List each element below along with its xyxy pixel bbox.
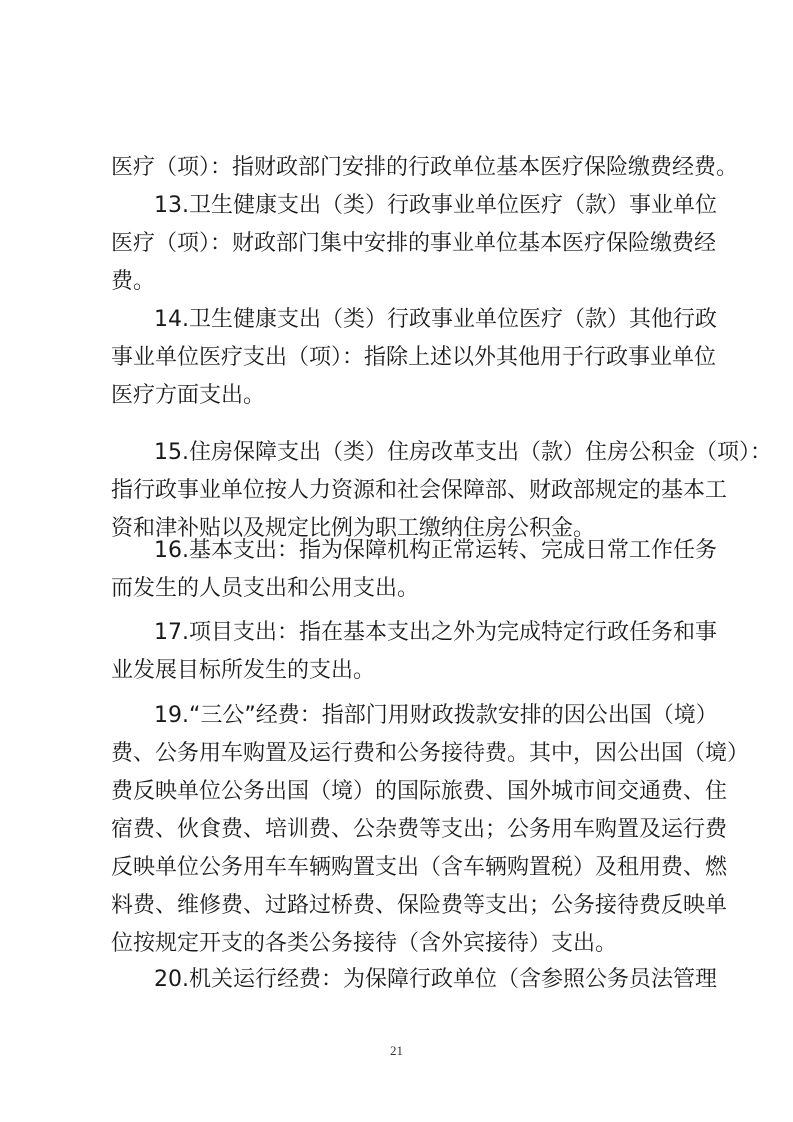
text-line: 20.机关运行经费：为保障行政单位（含参照公务员法管理 — [154, 967, 717, 992]
text-line: 14.卫生健康支出（类）行政事业单位医疗（款）其他行政 — [154, 307, 717, 332]
text-line: 费。 — [111, 269, 156, 294]
page-number: 21 — [390, 1043, 403, 1058]
text-line: 宿费、伙食费、培训费、公杂费等支出；公务用车购置及运行费 — [111, 817, 728, 842]
text-line: 费反映单位公务出国（境）的国际旅费、国外城市间交通费、住 — [111, 779, 728, 804]
text-line: 15.住房保障支出（类）住房改革支出（款）住房公积金（项）： — [154, 440, 772, 465]
text-line: 资和津补贴以及规定比例为职工缴纳住房公积金。 — [111, 516, 596, 541]
text-line: 位按规定开支的各类公务接待（含外宾接待）支出。 — [111, 931, 618, 956]
text-line: 19.“三公”经费：指部门用财政拨款安排的因公出国（境） — [154, 703, 718, 728]
text-line: 16.基本支出：指为保障机构正常运转、完成日常工作任务 — [154, 538, 717, 563]
text-line: 料费、维修费、过路过桥费、保险费等支出；公务接待费反映单 — [111, 893, 728, 918]
text-line: 医疗（项）：财政部门集中安排的事业单位基本医疗保险缴费经 — [111, 231, 717, 256]
text-line: 反映单位公务用车车辆购置支出（含车辆购置税）及租用费、燃 — [111, 855, 728, 880]
text-line: 而发生的人员支出和公用支出。 — [111, 576, 420, 601]
text-line: 费、公务用车购置及运行费和公务接待费。其中，因公出国（境） — [111, 741, 750, 766]
text-line: 业发展目标所发生的支出。 — [111, 658, 376, 683]
text-line: 事业单位医疗支出（项）：指除上述以外其他用于行政事业单位 — [111, 345, 717, 370]
text-line: 17.项目支出：指在基本支出之外为完成特定行政任务和事 — [154, 620, 717, 645]
text-line: 指行政事业单位按人力资源和社会保障部、财政部规定的基本工 — [111, 478, 728, 503]
text-line: 医疗方面支出。 — [111, 383, 266, 408]
text-line: 医疗（项）：指财政部门安排的行政单位基本医疗保险缴费经费。 — [111, 155, 739, 180]
text-line: 13.卫生健康支出（类）行政事业单位医疗（款）事业单位 — [154, 193, 717, 218]
